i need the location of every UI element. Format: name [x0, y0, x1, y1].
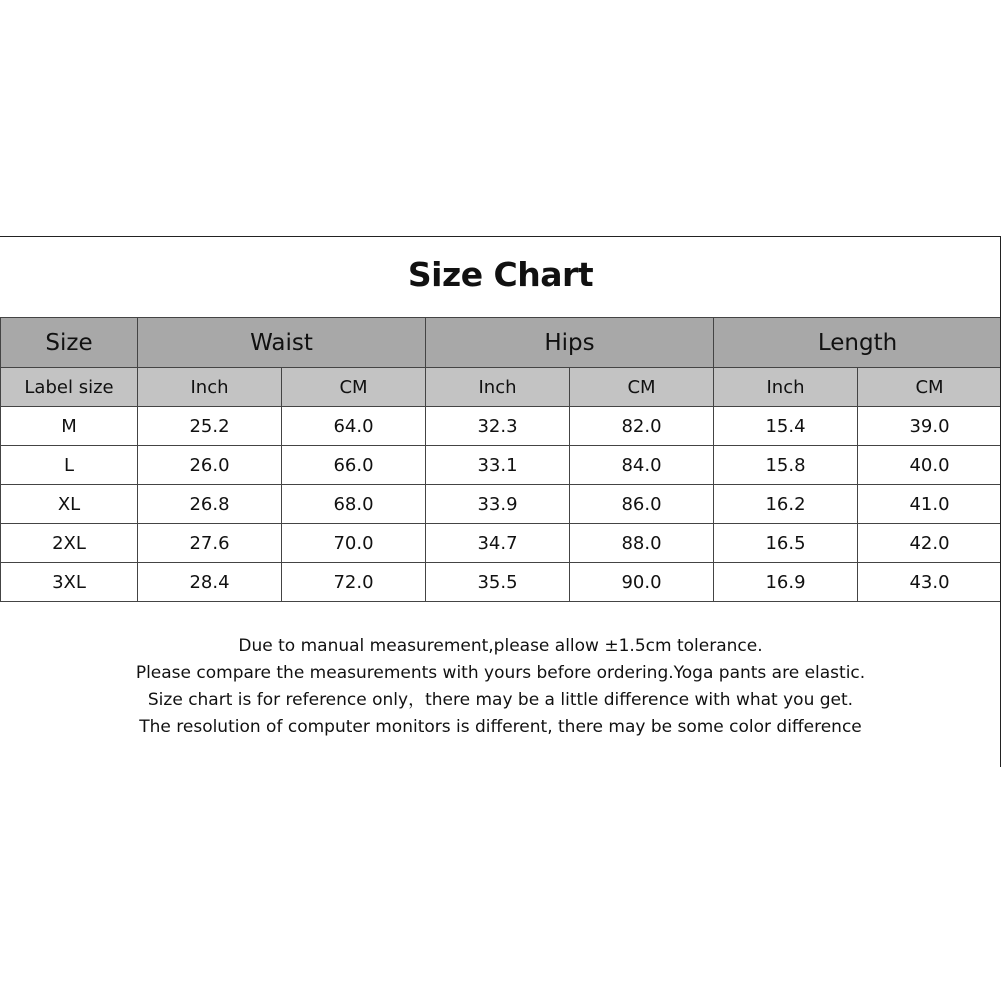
cell-hips-cm: 90.0: [570, 563, 714, 602]
cell-length-cm: 42.0: [858, 524, 1001, 563]
cell-hips-inch: 33.9: [426, 485, 570, 524]
subheader-label-size: Label size: [1, 368, 138, 407]
subheader-hips-cm: CM: [570, 368, 714, 407]
cell-waist-inch: 26.0: [138, 446, 282, 485]
table-row: [1, 407, 1001, 446]
table-row: [1, 524, 1001, 563]
cell-hips-inch: 33.1: [426, 446, 570, 485]
header-size: Size: [1, 318, 138, 368]
header-hips: Hips: [426, 318, 714, 368]
cell-length-cm: 39.0: [858, 407, 1001, 446]
table-row: [1, 485, 1001, 524]
cell-waist-inch: 28.4: [138, 563, 282, 602]
header-length: Length: [714, 318, 1001, 368]
cell-hips-cm: 84.0: [570, 446, 714, 485]
cell-length-inch: 16.5: [714, 524, 858, 563]
size-chart-sheet: [0, 236, 1001, 766]
note-line-compare: Please compare the measurements with yours before ordering.Yoga pants are elastic.: [135, 663, 866, 683]
cell-waist-inch: 27.6: [138, 524, 282, 563]
size-chart-title: Size Chart: [407, 255, 594, 294]
cell-waist-cm: 72.0: [282, 563, 426, 602]
cell-length-inch: 15.4: [714, 407, 858, 446]
cell-size: L: [1, 446, 138, 485]
note-line-color: The resolution of computer monitors is different, there may be some color difference: [139, 717, 862, 737]
group-header-row: [1, 318, 1001, 368]
subheader-length-inch: Inch: [714, 368, 858, 407]
header-waist: Waist: [138, 318, 426, 368]
cell-length-cm: 40.0: [858, 446, 1001, 485]
cell-length-inch: 16.9: [714, 563, 858, 602]
sub-header-row: [1, 368, 1001, 407]
note-line-reference: Size chart is for reference only，there may be a little difference with what you get.: [147, 690, 854, 710]
subheader-waist-cm: CM: [282, 368, 426, 407]
table-row: [1, 446, 1001, 485]
cell-waist-cm: 70.0: [282, 524, 426, 563]
subheader-waist-inch: Inch: [138, 368, 282, 407]
cell-waist-cm: 66.0: [282, 446, 426, 485]
cell-size: 3XL: [1, 563, 138, 602]
cell-hips-cm: 88.0: [570, 524, 714, 563]
cell-hips-cm: 82.0: [570, 407, 714, 446]
cell-size: M: [1, 407, 138, 446]
cell-waist-cm: 68.0: [282, 485, 426, 524]
cell-waist-inch: 26.8: [138, 485, 282, 524]
table-row: [1, 563, 1001, 602]
cell-hips-cm: 86.0: [570, 485, 714, 524]
subheader-hips-inch: Inch: [426, 368, 570, 407]
subheader-length-cm: CM: [858, 368, 1001, 407]
cell-hips-inch: 34.7: [426, 524, 570, 563]
cell-waist-cm: 64.0: [282, 407, 426, 446]
size-table: [0, 317, 1001, 602]
cell-length-cm: 41.0: [858, 485, 1001, 524]
cell-hips-inch: 32.3: [426, 407, 570, 446]
cell-waist-inch: 25.2: [138, 407, 282, 446]
cell-size: 2XL: [1, 524, 138, 563]
cell-hips-inch: 35.5: [426, 563, 570, 602]
disclaimer-notes: [0, 633, 1001, 741]
cell-length-inch: 16.2: [714, 485, 858, 524]
cell-length-inch: 15.8: [714, 446, 858, 485]
note-line-tolerance: Due to manual measurement,please allow ±1.5cm tolerance.: [238, 636, 763, 656]
cell-size: XL: [1, 485, 138, 524]
cell-length-cm: 43.0: [858, 563, 1001, 602]
